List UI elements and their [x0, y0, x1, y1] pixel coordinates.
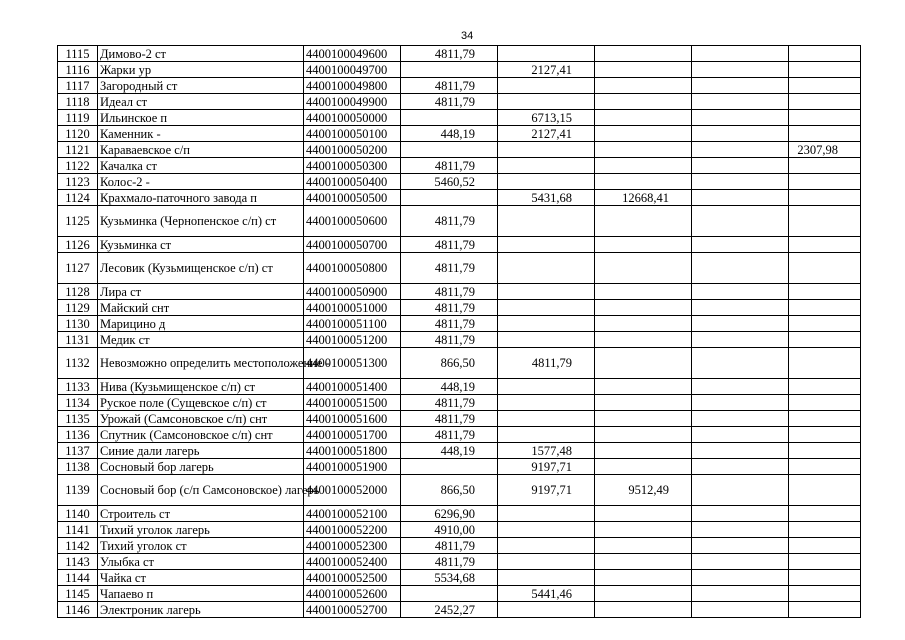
value-col-2 — [498, 522, 595, 538]
table-row — [58, 110, 861, 126]
value-col-3 — [595, 332, 692, 348]
value-col-1: 4811,79 — [401, 78, 498, 94]
value-col-1: 4811,79 — [401, 411, 498, 427]
value-col-3 — [595, 538, 692, 554]
value-col-2 — [498, 506, 595, 522]
settlement-name: Сосновый бор (с/п Самсоновское) лагерь — [98, 475, 304, 506]
value-col-2 — [498, 237, 595, 253]
value-col-2 — [498, 253, 595, 284]
row-number: 1138 — [58, 459, 98, 475]
cadastral-code: 4400100050100 — [304, 126, 401, 142]
value-col-1: 4811,79 — [401, 46, 498, 62]
value-col-3 — [595, 379, 692, 395]
value-col-2 — [498, 538, 595, 554]
value-col-3 — [595, 316, 692, 332]
table-row — [58, 94, 861, 110]
value-col-3 — [595, 395, 692, 411]
value-col-5 — [789, 253, 861, 284]
cadastral-code: 4400100050000 — [304, 110, 401, 126]
value-col-1: 4811,79 — [401, 206, 498, 237]
value-col-3: 12668,41 — [595, 190, 692, 206]
value-col-3 — [595, 46, 692, 62]
value-col-4 — [692, 284, 789, 300]
settlement-name: Руское поле (Сущевское с/п) ст — [98, 395, 304, 411]
row-number: 1129 — [58, 300, 98, 316]
value-col-3 — [595, 158, 692, 174]
cadastral-code: 4400100051700 — [304, 427, 401, 443]
row-number: 1142 — [58, 538, 98, 554]
value-col-3 — [595, 443, 692, 459]
value-col-5 — [789, 602, 861, 618]
settlement-name: Чайка ст — [98, 570, 304, 586]
value-col-3 — [595, 174, 692, 190]
cadastral-code: 4400100052100 — [304, 506, 401, 522]
settlement-name: Спутник (Самсоновское с/п) снт — [98, 427, 304, 443]
row-number: 1128 — [58, 284, 98, 300]
cadastral-code: 4400100052600 — [304, 586, 401, 602]
table-row — [58, 316, 861, 332]
value-col-4 — [692, 379, 789, 395]
value-col-4 — [692, 190, 789, 206]
value-col-4 — [692, 253, 789, 284]
cadastral-code: 4400100051600 — [304, 411, 401, 427]
value-col-3 — [595, 126, 692, 142]
value-col-4 — [692, 126, 789, 142]
value-col-3 — [595, 506, 692, 522]
cadastral-code: 4400100051400 — [304, 379, 401, 395]
table-row — [58, 300, 861, 316]
value-col-1 — [401, 142, 498, 158]
row-number: 1141 — [58, 522, 98, 538]
value-col-5 — [789, 506, 861, 522]
row-number: 1118 — [58, 94, 98, 110]
value-col-1: 4910,00 — [401, 522, 498, 538]
row-number: 1127 — [58, 253, 98, 284]
row-number: 1126 — [58, 237, 98, 253]
value-col-2 — [498, 142, 595, 158]
value-col-4 — [692, 411, 789, 427]
value-col-4 — [692, 443, 789, 459]
cadastral-code: 4400100050800 — [304, 253, 401, 284]
row-number: 1146 — [58, 602, 98, 618]
value-col-1: 866,50 — [401, 348, 498, 379]
value-col-4 — [692, 554, 789, 570]
value-col-3 — [595, 348, 692, 379]
value-col-2 — [498, 300, 595, 316]
value-col-5 — [789, 300, 861, 316]
value-col-2 — [498, 206, 595, 237]
row-number: 1139 — [58, 475, 98, 506]
settlement-name: Кузьминка (Чернопенское с/п) ст — [98, 206, 304, 237]
value-col-5 — [789, 206, 861, 237]
row-number: 1137 — [58, 443, 98, 459]
row-number: 1136 — [58, 427, 98, 443]
value-col-3 — [595, 237, 692, 253]
row-number: 1135 — [58, 411, 98, 427]
value-col-4 — [692, 206, 789, 237]
value-col-5 — [789, 110, 861, 126]
value-col-2: 4811,79 — [498, 348, 595, 379]
value-col-1: 4811,79 — [401, 332, 498, 348]
value-col-3 — [595, 78, 692, 94]
tariff-table — [57, 45, 861, 618]
value-col-4 — [692, 142, 789, 158]
settlement-name: Ильинское п — [98, 110, 304, 126]
row-number: 1121 — [58, 142, 98, 158]
value-col-1 — [401, 62, 498, 78]
value-col-4 — [692, 570, 789, 586]
settlement-name: Кузьминка ст — [98, 237, 304, 253]
value-col-3: 9512,49 — [595, 475, 692, 506]
value-col-5 — [789, 348, 861, 379]
value-col-5 — [789, 586, 861, 602]
value-col-4 — [692, 174, 789, 190]
table-row — [58, 174, 861, 190]
value-col-1: 4811,79 — [401, 395, 498, 411]
cadastral-code: 4400100049800 — [304, 78, 401, 94]
settlement-name: Караваевское с/п — [98, 142, 304, 158]
value-col-5 — [789, 427, 861, 443]
row-number: 1144 — [58, 570, 98, 586]
value-col-5 — [789, 411, 861, 427]
value-col-1 — [401, 190, 498, 206]
table-row — [58, 332, 861, 348]
cadastral-code: 4400100050900 — [304, 284, 401, 300]
row-number: 1116 — [58, 62, 98, 78]
value-col-1: 4811,79 — [401, 300, 498, 316]
cadastral-code: 4400100051900 — [304, 459, 401, 475]
value-col-1: 448,19 — [401, 443, 498, 459]
value-col-3 — [595, 411, 692, 427]
value-col-2 — [498, 570, 595, 586]
value-col-3 — [595, 427, 692, 443]
value-col-2 — [498, 332, 595, 348]
value-col-5 — [789, 190, 861, 206]
value-col-5 — [789, 174, 861, 190]
value-col-2 — [498, 46, 595, 62]
value-col-2 — [498, 427, 595, 443]
cadastral-code: 4400100051200 — [304, 332, 401, 348]
table-row — [58, 379, 861, 395]
value-col-1 — [401, 586, 498, 602]
table-row — [58, 142, 861, 158]
value-col-2: 9197,71 — [498, 475, 595, 506]
value-col-3 — [595, 602, 692, 618]
value-col-5 — [789, 475, 861, 506]
cadastral-code: 4400100052200 — [304, 522, 401, 538]
row-number: 1145 — [58, 586, 98, 602]
settlement-name: Тихий уголок лагерь — [98, 522, 304, 538]
row-number: 1115 — [58, 46, 98, 62]
value-col-2: 1577,48 — [498, 443, 595, 459]
value-col-2 — [498, 174, 595, 190]
value-col-5 — [789, 538, 861, 554]
settlement-name: Жарки ур — [98, 62, 304, 78]
value-col-2 — [498, 94, 595, 110]
value-col-3 — [595, 522, 692, 538]
cadastral-code: 4400100049700 — [304, 62, 401, 78]
value-col-4 — [692, 62, 789, 78]
cadastral-code: 4400100050600 — [304, 206, 401, 237]
value-col-4 — [692, 506, 789, 522]
cadastral-code: 4400100052000 — [304, 475, 401, 506]
value-col-5 — [789, 158, 861, 174]
value-col-5 — [789, 284, 861, 300]
value-col-3 — [595, 570, 692, 586]
table-row — [58, 237, 861, 253]
value-col-2 — [498, 395, 595, 411]
value-col-3 — [595, 110, 692, 126]
value-col-3 — [595, 300, 692, 316]
row-number: 1130 — [58, 316, 98, 332]
value-col-3 — [595, 586, 692, 602]
settlement-name: Электроник лагерь — [98, 602, 304, 618]
value-col-2 — [498, 554, 595, 570]
value-col-3 — [595, 142, 692, 158]
value-col-5 — [789, 554, 861, 570]
settlement-name: Колос-2 - — [98, 174, 304, 190]
value-col-3 — [595, 253, 692, 284]
value-col-4 — [692, 94, 789, 110]
cadastral-code: 4400100050400 — [304, 174, 401, 190]
value-col-2 — [498, 78, 595, 94]
row-number: 1132 — [58, 348, 98, 379]
value-col-2 — [498, 316, 595, 332]
value-col-5 — [789, 332, 861, 348]
settlement-name: Тихий уголок ст — [98, 538, 304, 554]
cadastral-code: 4400100050700 — [304, 237, 401, 253]
settlement-name: Лира ст — [98, 284, 304, 300]
value-col-2 — [498, 284, 595, 300]
value-col-5 — [789, 443, 861, 459]
settlement-name: Каменник - — [98, 126, 304, 142]
value-col-2 — [498, 158, 595, 174]
value-col-5 — [789, 237, 861, 253]
table-row — [58, 348, 861, 379]
value-col-5 — [789, 570, 861, 586]
table-row — [58, 411, 861, 427]
row-number: 1117 — [58, 78, 98, 94]
settlement-name: Улыбка ст — [98, 554, 304, 570]
table-row — [58, 253, 861, 284]
table-row — [58, 78, 861, 94]
row-number: 1134 — [58, 395, 98, 411]
value-col-1: 4811,79 — [401, 427, 498, 443]
table-row — [58, 395, 861, 411]
row-number: 1120 — [58, 126, 98, 142]
settlement-name: Майский снт — [98, 300, 304, 316]
value-col-4 — [692, 586, 789, 602]
value-col-4 — [692, 237, 789, 253]
cadastral-code: 4400100050500 — [304, 190, 401, 206]
table-row — [58, 475, 861, 506]
value-col-5 — [789, 78, 861, 94]
cadastral-code: 4400100052500 — [304, 570, 401, 586]
row-number: 1140 — [58, 506, 98, 522]
table-row — [58, 190, 861, 206]
value-col-2: 9197,71 — [498, 459, 595, 475]
settlement-name: Медик ст — [98, 332, 304, 348]
settlement-name: Сосновый бор лагерь — [98, 459, 304, 475]
settlement-name: Невозможно определить местоположение - — [98, 348, 304, 379]
row-number: 1123 — [58, 174, 98, 190]
cadastral-code: 4400100051800 — [304, 443, 401, 459]
value-col-3 — [595, 554, 692, 570]
value-col-4 — [692, 110, 789, 126]
value-col-4 — [692, 316, 789, 332]
table-row — [58, 554, 861, 570]
row-number: 1133 — [58, 379, 98, 395]
table-row — [58, 126, 861, 142]
value-col-4 — [692, 427, 789, 443]
value-col-1: 4811,79 — [401, 237, 498, 253]
value-col-5 — [789, 395, 861, 411]
value-col-4 — [692, 602, 789, 618]
settlement-name: Загородный ст — [98, 78, 304, 94]
value-col-4 — [692, 46, 789, 62]
value-col-1: 5534,68 — [401, 570, 498, 586]
settlement-name: Нива (Кузьмищенское с/п) ст — [98, 379, 304, 395]
value-col-3 — [595, 459, 692, 475]
value-col-4 — [692, 459, 789, 475]
settlement-name: Крахмало-паточного завода п — [98, 190, 304, 206]
value-col-3 — [595, 206, 692, 237]
value-col-3 — [595, 62, 692, 78]
value-col-1: 4811,79 — [401, 316, 498, 332]
value-col-4 — [692, 395, 789, 411]
cadastral-code: 4400100052700 — [304, 602, 401, 618]
value-col-4 — [692, 300, 789, 316]
table-row — [58, 443, 861, 459]
settlement-name: Синие дали лагерь — [98, 443, 304, 459]
settlement-name: Марицино д — [98, 316, 304, 332]
value-col-2: 2127,41 — [498, 62, 595, 78]
settlement-name: Строитель ст — [98, 506, 304, 522]
value-col-1: 5460,52 — [401, 174, 498, 190]
table-row — [58, 158, 861, 174]
table-row — [58, 522, 861, 538]
cadastral-code: 4400100051100 — [304, 316, 401, 332]
value-col-4 — [692, 522, 789, 538]
row-number: 1124 — [58, 190, 98, 206]
value-col-2 — [498, 379, 595, 395]
settlement-name: Чапаево п — [98, 586, 304, 602]
row-number: 1119 — [58, 110, 98, 126]
value-col-5 — [789, 379, 861, 395]
cadastral-code: 4400100051000 — [304, 300, 401, 316]
value-col-2: 5441,46 — [498, 586, 595, 602]
table-row — [58, 284, 861, 300]
value-col-1 — [401, 459, 498, 475]
value-col-2 — [498, 602, 595, 618]
value-col-1: 4811,79 — [401, 158, 498, 174]
value-col-5 — [789, 522, 861, 538]
page-number: 34 — [461, 30, 474, 42]
row-number: 1131 — [58, 332, 98, 348]
table-row — [58, 427, 861, 443]
table-row — [58, 62, 861, 78]
cadastral-code: 4400100051500 — [304, 395, 401, 411]
value-col-4 — [692, 78, 789, 94]
value-col-5 — [789, 94, 861, 110]
cadastral-code: 4400100052300 — [304, 538, 401, 554]
value-col-4 — [692, 348, 789, 379]
value-col-1: 448,19 — [401, 126, 498, 142]
value-col-3 — [595, 284, 692, 300]
cadastral-code: 4400100052400 — [304, 554, 401, 570]
cadastral-code: 4400100049600 — [304, 46, 401, 62]
value-col-1: 866,50 — [401, 475, 498, 506]
row-number: 1143 — [58, 554, 98, 570]
table-row — [58, 459, 861, 475]
settlement-name: Идеал ст — [98, 94, 304, 110]
value-col-5 — [789, 46, 861, 62]
value-col-5 — [789, 316, 861, 332]
value-col-1: 4811,79 — [401, 554, 498, 570]
value-col-2: 5431,68 — [498, 190, 595, 206]
value-col-1: 448,19 — [401, 379, 498, 395]
value-col-5 — [789, 126, 861, 142]
value-col-1 — [401, 110, 498, 126]
settlement-name: Лесовик (Кузьмищенское с/п) ст — [98, 253, 304, 284]
row-number: 1122 — [58, 158, 98, 174]
table-row — [58, 46, 861, 62]
value-col-4 — [692, 538, 789, 554]
value-col-5 — [789, 62, 861, 78]
value-col-4 — [692, 332, 789, 348]
value-col-2: 2127,41 — [498, 126, 595, 142]
cadastral-code: 4400100050200 — [304, 142, 401, 158]
value-col-5 — [789, 459, 861, 475]
table-body — [58, 46, 861, 618]
cadastral-code: 4400100051300 — [304, 348, 401, 379]
value-col-2 — [498, 411, 595, 427]
value-col-1: 4811,79 — [401, 253, 498, 284]
settlement-name: Димово-2 ст — [98, 46, 304, 62]
value-col-1: 4811,79 — [401, 284, 498, 300]
value-col-5: 2307,98 — [789, 142, 861, 158]
value-col-2: 6713,15 — [498, 110, 595, 126]
table-row — [58, 538, 861, 554]
value-col-4 — [692, 475, 789, 506]
value-col-1: 2452,27 — [401, 602, 498, 618]
value-col-3 — [595, 94, 692, 110]
table-row — [58, 586, 861, 602]
settlement-name: Урожай (Самсоновское с/п) снт — [98, 411, 304, 427]
cadastral-code: 4400100050300 — [304, 158, 401, 174]
table-row — [58, 570, 861, 586]
row-number: 1125 — [58, 206, 98, 237]
table-row — [58, 602, 861, 618]
cadastral-code: 4400100049900 — [304, 94, 401, 110]
value-col-1: 6296,90 — [401, 506, 498, 522]
value-col-4 — [692, 158, 789, 174]
value-col-1: 4811,79 — [401, 94, 498, 110]
table-row — [58, 506, 861, 522]
table-row — [58, 206, 861, 237]
settlement-name: Качалка ст — [98, 158, 304, 174]
value-col-1: 4811,79 — [401, 538, 498, 554]
